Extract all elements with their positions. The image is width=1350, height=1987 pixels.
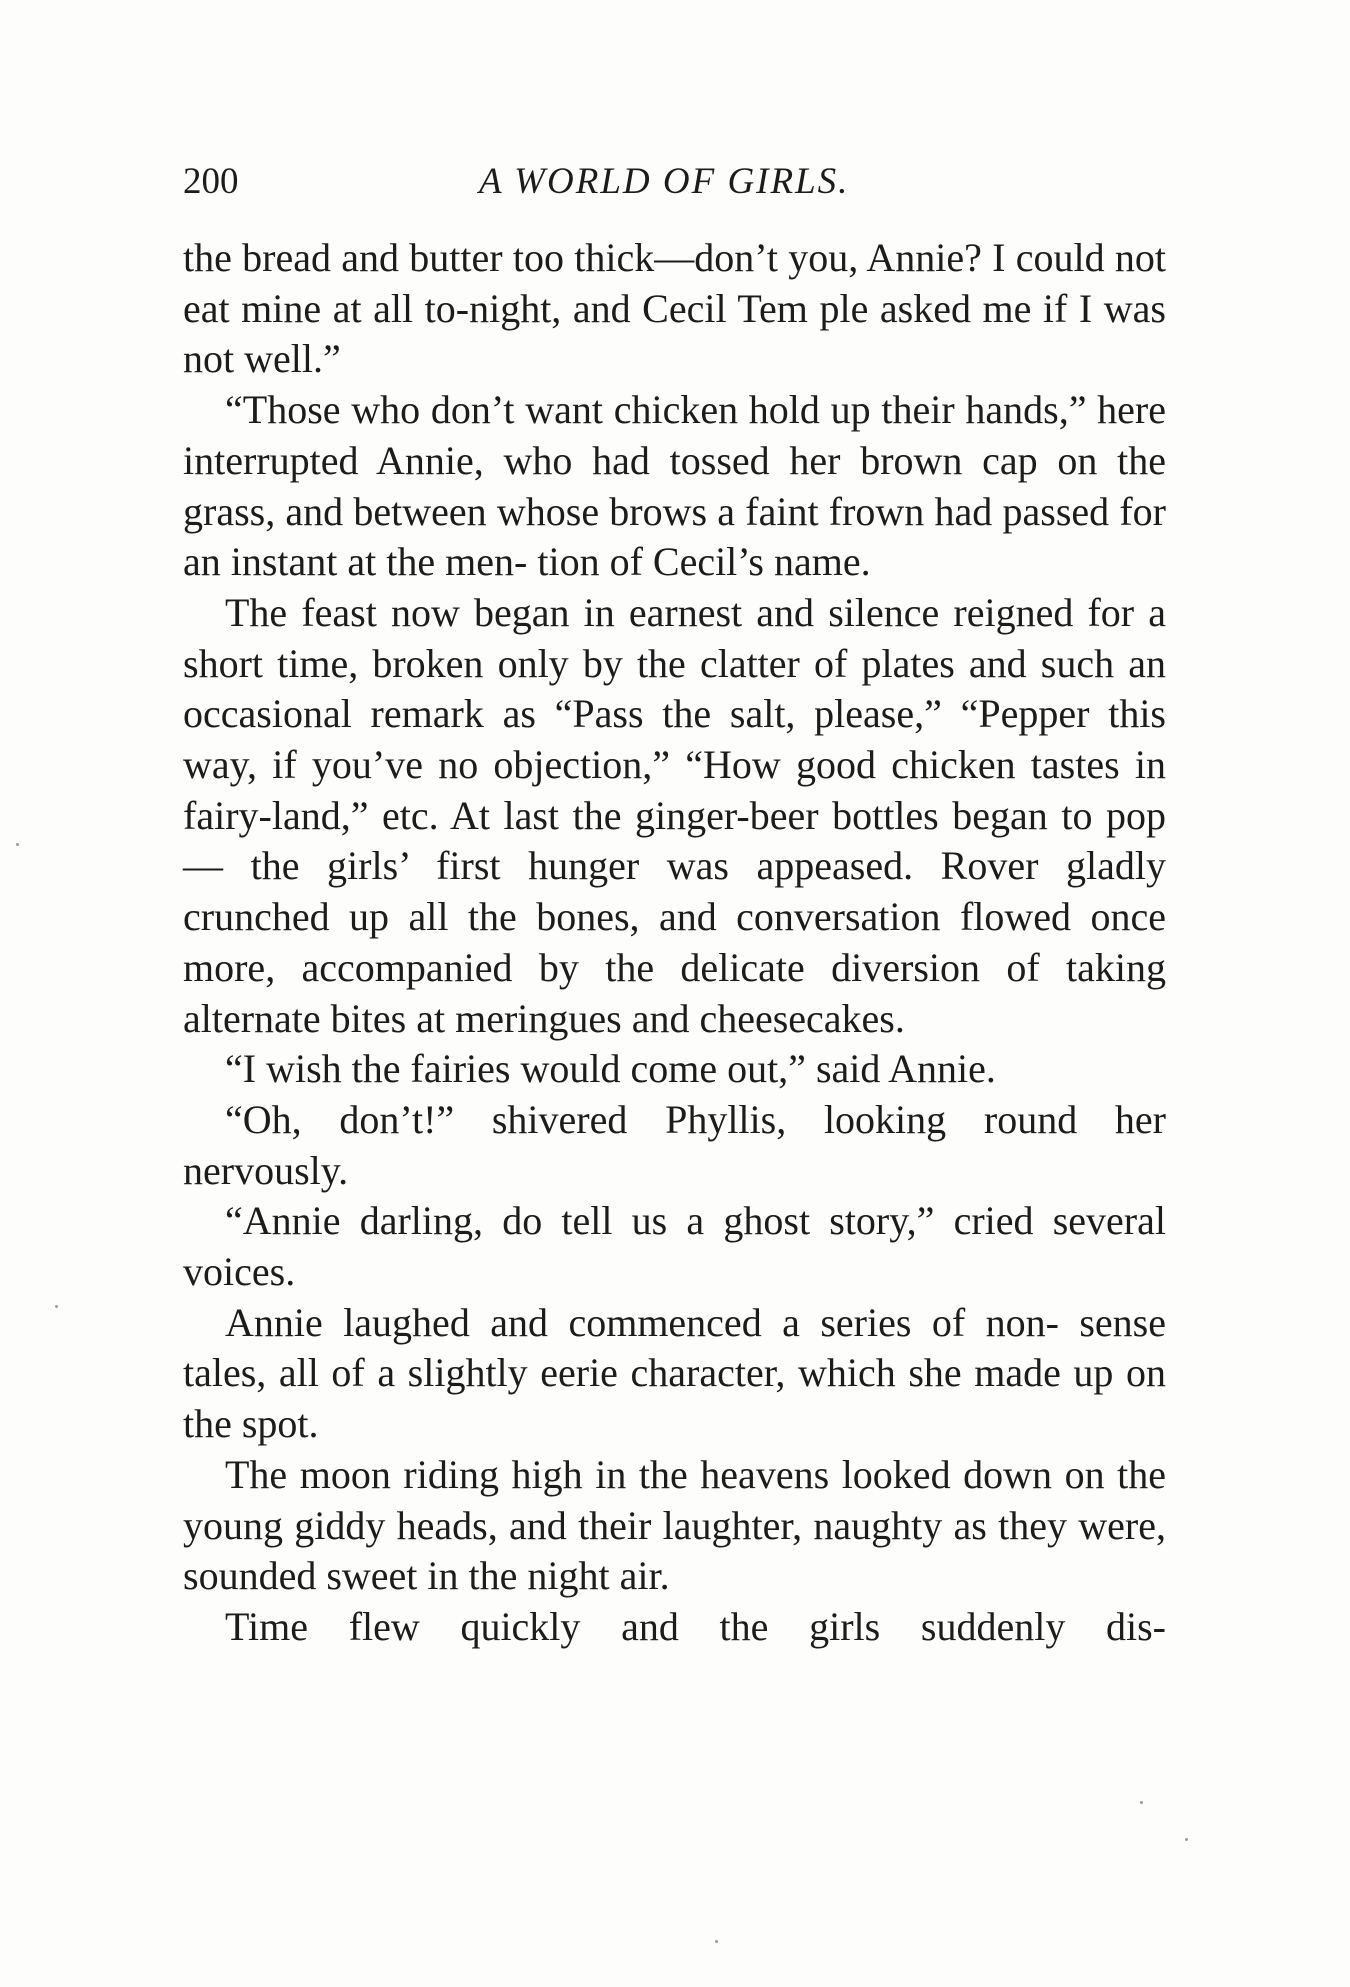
- paragraph: The feast now began in earnest and silence reigned for a short time, broken only by the clatter of plates and such an occasional remark as “Pass the salt, please,” “Pepper this way, if you’ve no objection,” “How good chicken tastes in fairy-land,” etc. At last the ginger-beer bottles began to pop— the girls’ first hunger was appeased. Rover gladly crunched up all the bones, and conversation flowed once more, accompanied by the delicate diversion of taking alternate bites at meringues and cheesecakes.: [183, 589, 1166, 1041]
- running-head: [183, 160, 1183, 220]
- book-title: A WORLD OF GIRLS.: [479, 161, 850, 202]
- paragraph: the bread and butter too thick—don’t you, Annie? I could not eat mine at all to-night, and Cecil Tem ple asked me if I was not well.”: [183, 235, 1166, 382]
- paragraph: “I wish the fairies would come out,” said Annie.: [225, 1046, 996, 1092]
- paragraph: “Annie darling, do tell us a ghost story,” cried several voices.: [183, 1198, 1166, 1295]
- paper-speck: [55, 1305, 58, 1308]
- paragraph: Annie laughed and commenced a series of non- sense tales, all of a slightly eerie character, which she made up on the spot.: [183, 1299, 1166, 1447]
- paragraph: “Those who don’t want chicken hold up their hands,” here interrupted Annie, who had tossed her brown cap on the grass, and between whose brows a faint frown had passed for an instant at the men- tion of Cecil’s name.: [183, 387, 1166, 585]
- paragraph: The moon riding high in the heavens looked down on the young giddy heads, and their laughter, naughty as they were, sounded sweet in the night air.: [183, 1451, 1166, 1599]
- paper-speck: [715, 1940, 718, 1943]
- paragraph: Time flew quickly and the girls suddenly dis-: [225, 1603, 1166, 1649]
- page-number: 200: [183, 161, 239, 202]
- paragraph: “Oh, don’t!” shivered Phyllis, looking round her nervously.: [183, 1096, 1166, 1193]
- paper-speck: [1185, 1838, 1188, 1841]
- paper-speck: [1140, 1801, 1143, 1804]
- body-text: [183, 233, 1166, 1653]
- paper-speck: [16, 843, 19, 846]
